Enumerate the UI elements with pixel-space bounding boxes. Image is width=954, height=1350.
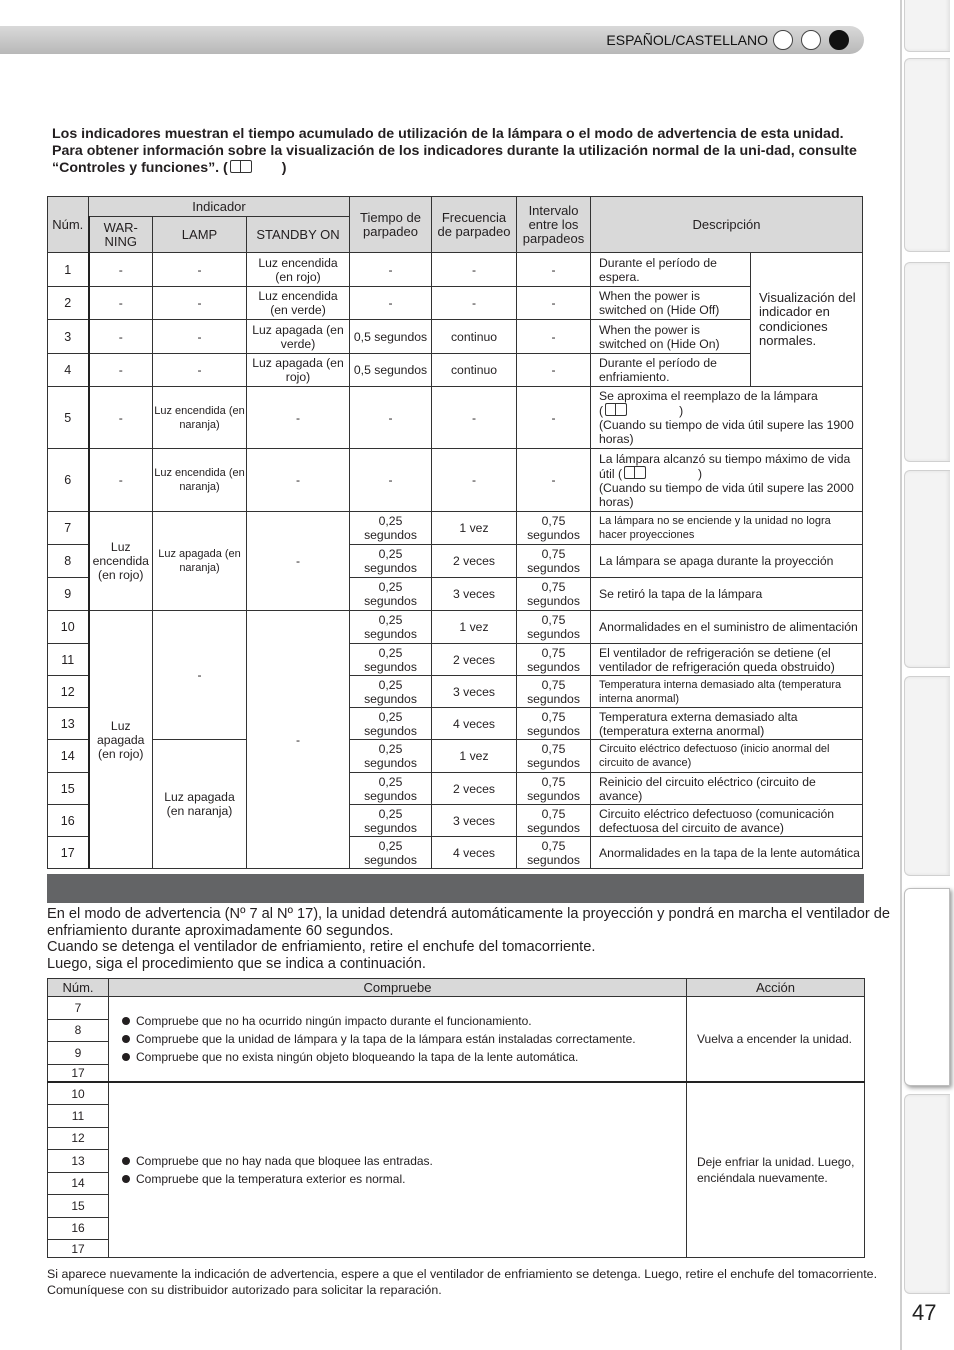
- table-row: 8: [48, 1019, 865, 1042]
- table-row: 15: [48, 1195, 865, 1218]
- table-row: 5 - Luz encendida (en naranja) - - - - Se aproxima el reemplazo de la lámpara ( ) (Cuando su tiempo de vida útil supere las 1900 horas): [48, 387, 863, 449]
- table-row: 13 0,25 segundos 4 veces 0,75 segundos Temperatura externa demasiado alta (temperatura externa anormal): [48, 708, 863, 740]
- header-intervalo: Intervalo entre los parpadeos: [517, 197, 591, 253]
- section-tab[interactable]: [904, 0, 950, 52]
- table-row: 8 0,25 segundos 2 veces 0,75 segundos La lámpara se apaga durante la proyección: [48, 545, 863, 578]
- table-row: 14 Luz apagada (en naranja) 0,25 segundos 1 vez 0,75 segundos Circuito eléctrico defectuoso (inicio anormal del circuito de avance): [48, 740, 863, 773]
- check-list: [121, 1014, 680, 1064]
- side-tab-strip: [900, 0, 954, 1350]
- table-row: 3 - - Luz apagada (en verde) 0,5 segundos continuo - When the power is switched on (Hide On): [48, 320, 863, 354]
- table-row: 10 Luz apagada (en rojo) - - 0,25 segundos 1 vez 0,75 segundos Anormalidades en el suministro de alimentación: [48, 611, 863, 644]
- circle-icon: [773, 30, 793, 50]
- header-tiempo: Tiempo de parpadeo: [350, 197, 432, 253]
- page-number: 47: [912, 1300, 937, 1325]
- header-frecuencia: Frecuencia de parpadeo: [432, 197, 517, 253]
- section-tab[interactable]: [904, 676, 950, 876]
- list-item: Compruebe que la temperatura exterior es normal.: [121, 1172, 680, 1186]
- section-tab[interactable]: [904, 1094, 950, 1294]
- header-num: Núm.: [48, 197, 89, 253]
- list-item: Compruebe que no exista ningún objeto bloqueando la tapa de la lente automática.: [121, 1050, 680, 1064]
- table-row: 16 0,25 segundos 3 veces 0,75 segundos Circuito eléctrico defectuoso (comunicación defectuosa del circuito de avance): [48, 805, 863, 837]
- table-row: 16: [48, 1217, 865, 1240]
- table-row: 12 0,25 segundos 3 veces 0,75 segundos Temperatura interna demasiado alta (temperatura interna anormal): [48, 676, 863, 708]
- table-row: 7 Luz encendida (en rojo) Luz apagada (en naranja) - 0,25 segundos 1 vez 0,75 segundos La lámpara no se enciende y la unidad no logra hacer proyecciones: [48, 512, 863, 545]
- check-header-num: Núm.: [48, 979, 109, 997]
- section-tab[interactable]: [904, 58, 950, 252]
- header-standby: STANDBY ON: [247, 217, 350, 253]
- header-indicador: Indicador: [89, 197, 350, 217]
- warning-paragraph: En el modo de advertencia (Nº 7 al Nº 17), la unidad detendrá automáticamente la proyección y pondrá en marcha el ventilador de enfriamiento durante aproximadamente 60 segundos. Cuando se detenga el ventilador de enfriamiento, retire el enchufe del tomacorriente. Luego, siga el procedimiento que se indica a continuación.: [47, 906, 890, 972]
- section-tab-active[interactable]: [904, 888, 950, 1086]
- language-label: ESPAÑOL/CASTELLANO: [606, 32, 768, 48]
- table-row: 17: [48, 1064, 865, 1082]
- header-warning: WAR-NING: [89, 217, 153, 253]
- filled-circle-icon: [829, 30, 849, 50]
- table-row: 10 Compruebe que no hay nada que bloquee las entradas. Compruebe que la temperatura exterior es normal. Deje enfriar la unidad. Luego, enciéndala nuevamente.: [48, 1082, 865, 1105]
- indicator-table: [47, 196, 863, 869]
- header-descripcion: Descripción: [591, 197, 863, 253]
- table-row: 7 Compruebe que no ha ocurrido ningún impacto durante el funcionamiento. Compruebe que la unidad de lámpara y la tapa de la lámpara están instaladas correctamente. Compruebe que no exista ningún objeto bloqueando la tapa de la lente automática. Vuelva a encender la unidad.: [48, 997, 865, 1020]
- header-lamp: LAMP: [153, 217, 247, 253]
- footer-note: Si aparece nuevamente la indicación de advertencia, espere a que el ventilador de enfriamiento se detenga. Luego, retire el enchufe del tomacorriente. Comuníquese con su distribuidor autorizado para solicitar la reparación.: [47, 1267, 878, 1297]
- general-description: Visualización del indicador en condiciones normales.: [751, 253, 863, 387]
- check-table: [47, 978, 865, 1258]
- book-icon: [230, 160, 252, 173]
- table-row: 9 0,25 segundos 3 veces 0,75 segundos Se retiró la tapa de la lámpara: [48, 578, 863, 611]
- book-icon: [624, 466, 646, 479]
- circle-icon: [801, 30, 821, 50]
- intro-line-2: Para obtener información sobre la visualización de los indicadores durante la utilización normal de la uni-dad, consulte “Controles y funciones”. ( ): [52, 143, 857, 176]
- table-row: 13: [48, 1150, 865, 1173]
- table-row: 2 - - Luz encendida (en verde) - - - When the power is switched on (Hide Off): [48, 287, 863, 320]
- intro-line-1: Los indicadores muestran el tiempo acumulado de utilización de la lámpara o el modo de advertencia de esta unidad.: [52, 126, 844, 142]
- section-heading-bar: [47, 874, 864, 903]
- section-tab[interactable]: [904, 262, 950, 462]
- table-row: 14: [48, 1172, 865, 1195]
- book-icon: [605, 403, 627, 416]
- list-item: Compruebe que la unidad de lámpara y la tapa de la lámpara están instaladas correctamente.: [121, 1032, 680, 1046]
- table-row: 11: [48, 1105, 865, 1128]
- action-text: Vuelva a encender la unidad.: [687, 997, 865, 1083]
- table-row: 9: [48, 1042, 865, 1065]
- action-text: Deje enfriar la unidad. Luego, enciéndala nuevamente.: [687, 1082, 865, 1258]
- language-header-bar: [0, 26, 864, 54]
- table-row: 15 0,25 segundos 2 veces 0,75 segundos Reinicio del circuito eléctrico (circuito de avance): [48, 773, 863, 805]
- check-list: [121, 1154, 680, 1186]
- table-row: 17 0,25 segundos 4 veces 0,75 segundos Anormalidades en la tapa de la lente automática: [48, 837, 863, 869]
- table-row: 11 0,25 segundos 2 veces 0,75 segundos El ventilador de refrigeración se detiene (el ventilador de refrigeración queda obstruido): [48, 644, 863, 676]
- section-tab[interactable]: [904, 470, 950, 668]
- intro-text: [52, 126, 872, 177]
- table-row: 17: [48, 1240, 865, 1258]
- table-row: 6 - Luz encendida (en naranja) - - - - La lámpara alcanzó su tiempo máximo de vida útil ( ) (Cuando su tiempo de vida útil supere las 2000 horas): [48, 449, 863, 512]
- check-header-check: Compruebe: [109, 979, 687, 997]
- table-row: 4 - - Luz apagada (en rojo) 0,5 segundos continuo - Durante el período de enfriamiento.: [48, 354, 863, 387]
- table-row: 12: [48, 1127, 865, 1150]
- list-item: Compruebe que no hay nada que bloquee las entradas.: [121, 1154, 680, 1168]
- table-row: 1 - - Luz encendida (en rojo) - - - Durante el período de espera. Visualización del indicador en condiciones normales.: [48, 253, 863, 287]
- check-header-action: Acción: [687, 979, 865, 997]
- list-item: Compruebe que no ha ocurrido ningún impacto durante el funcionamiento.: [121, 1014, 680, 1028]
